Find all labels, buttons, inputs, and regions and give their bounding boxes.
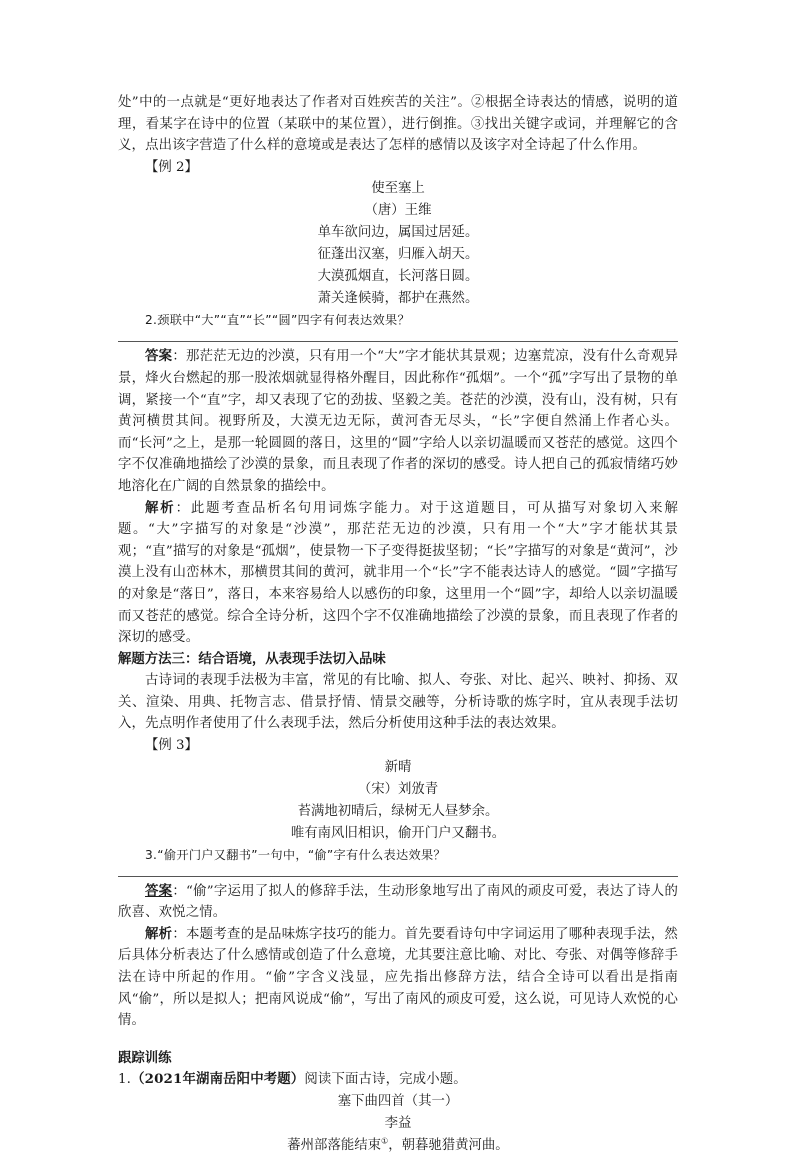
answer-line <box>118 341 678 342</box>
poem-line: 单车欲问边，属国过居延。 <box>317 225 479 241</box>
poem-line: 征蓬出汉塞，归雁入胡天。 <box>317 247 479 263</box>
method-3-text: 古诗词的表现手法极为丰富，常见的有比喻、拟人、夸张、对比、起兴、映衬、抑扬、双关、渲染、用典、托物言志、借景抒情、情景交融等，分析诗歌的炼字时，宜从表现手法切入，先点明作者使用了什么表现手法，然后分析使用这种手法的表达效果。 <box>118 673 678 732</box>
example-2-label: 【例 2】 <box>145 159 198 175</box>
poem-author: （宋）刘攽青 <box>357 781 439 797</box>
answer-2 <box>118 346 678 497</box>
poem-line-end: ，朝暮驰猎黄河曲。 <box>388 1138 509 1153</box>
question-2: 2.颈联中“大”“直”“长”“圆”四字有何表达效果？ <box>145 313 410 328</box>
question-3: 3.“偷开门户又翻书”一句中，“偷”字有什么表达效果？ <box>145 847 446 862</box>
analysis-3 <box>118 924 678 1032</box>
poem-line-start: 蕃州部落能结束 <box>287 1138 382 1153</box>
analysis-label: 解析 <box>145 925 173 942</box>
analysis-2 <box>118 498 678 649</box>
question-text: 阅读下面古诗，完成小题。 <box>304 1072 467 1088</box>
poem-line: 唯有南风旧相识，偷开门户又翻书。 <box>290 825 506 841</box>
answer-3 <box>118 881 678 924</box>
analysis-text: ：此题考查品析名句用词炼字能力。对于这道题目，可从描写对象切入来解题。“大”字描写的对象是“沙漠”，那茫茫无边的沙漠，只有用一个“大”字才能状其景观；“直”描写的对象是“孤烟”，使景物一下子变得挺拔坚韧；“长”字描写的对象是“黄河”，沙漠上没有山峦林木，那横贯其间的黄河，就非用一个“长”字不能表达诗人的感觉。“圆”字描写的对象是“落日”，落日，本来容易给人以感伤的印象，这里用一个“圆”字，却给人以亲切温暖而又苍茫的感觉。综合全诗分析，这四个字不仅准确地描绘了沙漠的景象，而且表现了作者的深切的感受。 <box>118 500 678 646</box>
spacer <box>118 1032 678 1048</box>
analysis-text: ：本题考查的是品味炼字技巧的能力。首先要看诗句中字词运用了哪种表现手法，然后具体分析表达了什么感情或创造了什么意境，尤其要注意比喻、对比、夸张、对偶等修辞手法在诗中所起的作用。“偷”字含义浅显，应先指出修辞方法，结合全诗可以看出是指南风“偷”，所以是拟人；把南风说成“偷”，写出了南风的顽皮可爱，这么说，可见诗人欢悦的心情。 <box>118 926 678 1029</box>
answer-text: ：那茫茫无边的沙漠，只有用一个“大”字才能状其景观；边塞荒凉，没有什么奇观异景，烽火台燃起的那一股浓烟就显得格外醒目，因此称作“孤烟”。一个“孤”字写出了景物的单调，紧接一个“直”字，却又表现了它的劲拔、坚毅之美。苍茫的沙漠，没有山，没有树，只有黄河横贯其间。视野所及，大漠无边无际，黄河杳无尽头，“长”字便自然涌上作者心头。而“长河”之上，是那一轮圆圆的落日，这里的“圆”字给人以亲切温暖而又苍茫的感觉。这四个字不仅准确地描绘了沙漠的景象，而且表现了作者的深切的感受。诗人把自己的孤寂情绪巧妙地溶化在广阔的自然景象的描绘中。 <box>118 349 678 494</box>
poem-line: 苔满地初晴后，绿树无人昼梦余。 <box>297 803 499 819</box>
poem-author: （唐）王维 <box>364 203 432 219</box>
footnote-marker: ① <box>381 1136 389 1146</box>
example-3-label: 【例 3】 <box>145 738 198 754</box>
poem-title: 塞下曲四首（其一） <box>337 1094 459 1109</box>
training-question-1 <box>118 1069 678 1091</box>
poem-author: 李益 <box>384 1116 412 1131</box>
document-page <box>118 92 678 1157</box>
question-source: （2021年湖南岳阳中考题） <box>131 1071 305 1088</box>
poem-line <box>118 1135 678 1157</box>
poem-title: 新晴 <box>384 759 412 775</box>
answer-label: 答案 <box>145 882 173 899</box>
training-heading: 跟踪训练 <box>118 1049 172 1066</box>
answer-line <box>118 876 678 877</box>
answer-text: ：“偷”字运用了拟人的修辞手法，生动形象地写出了南风的顽皮可爱，表达了诗人的欣喜、欢悦之情。 <box>118 883 678 921</box>
poem-line: 大漠孤烟直，长河落日圆。 <box>317 269 479 285</box>
answer-label: 答案 <box>145 348 173 365</box>
method-3-heading: 解题方法三：结合语境，从表现手法切入品味 <box>118 650 386 667</box>
intro-paragraph: 处”中的一点就是“更好地表达了作者对百姓疾苦的关注”。②根据全诗表达的情感，说明的道理，看某字在诗中的位置（某联中的某位置），进行倒推。③找出关键字或词，并理解它的含义，点出该字营造了什么样的意境或是表达了怎样的感情以及该字对全诗起了什么作用。 <box>118 95 678 154</box>
poem-title: 使至塞上 <box>371 181 425 197</box>
question-number: 1. <box>118 1072 132 1088</box>
analysis-label: 解析 <box>145 499 176 516</box>
poem-line: 萧关逢候骑，都护在燕然。 <box>317 291 479 307</box>
